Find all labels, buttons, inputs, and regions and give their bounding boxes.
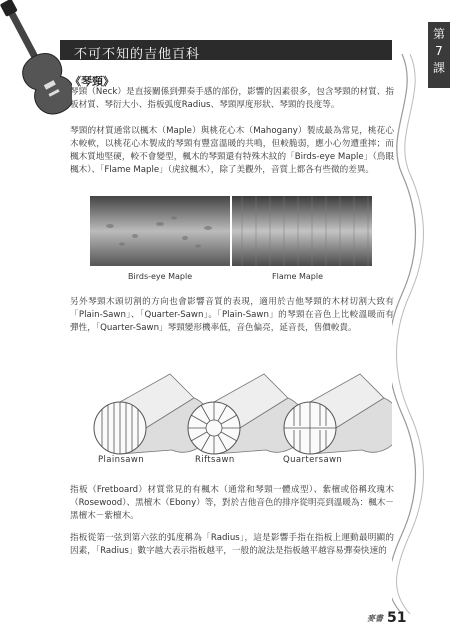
paragraph-materials: 琴頸的材質通常以楓木（Maple）與桃花心木（Mahogany）製成最為常見，桃花心木較軟，以桃花心木製成的琴頸有豐富溫暖的共鳴，但較脆弱，應小心勿遭重摔；而楓木質地堅硬，較不會變型，楓木的琴頸還有特殊木紋的「Birds-eye Maple」（鳥眼楓木）、「Flame Maple」（虎紋楓木），除了美觀外，音質上都各有些微的差異。 <box>70 126 394 175</box>
guitar-illustration <box>0 0 72 120</box>
chapter-tab <box>428 22 450 88</box>
decorative-strings <box>392 54 428 614</box>
page-title: 不可不知的吉他百科 <box>74 47 201 62</box>
paragraph-intro: 琴頸（Neck）是直接關係到彈奏手感的部份，影響的因素很多，包含琴頸的材質、指板材質、琴衍大小、指板弧度Radius、琴頸厚度形狀、琴頸的長度等。 <box>70 87 394 110</box>
flame-maple-photo <box>232 196 372 266</box>
wood-grain-diagram <box>72 368 392 458</box>
birdseye-maple-photo <box>90 196 230 266</box>
chapter-tab-line: 7 <box>435 44 443 58</box>
section-heading: 《琴頸》 <box>70 75 114 88</box>
quartersawn-label: Quartersawn <box>283 455 343 465</box>
page-footer <box>367 610 406 626</box>
chapter-tab-line: 課 <box>432 61 445 75</box>
flame-caption: Flame Maple <box>272 272 324 281</box>
plainsawn-label: Plainsawn <box>98 455 145 465</box>
paragraph-fretboard: 指板（Fretboard）材質常見的有楓木（通常和琴頸一體成型）、紫檀或俗稱玫瑰木（Rosewood）、黑檀木（Ebony）等，對於吉他音色的排序從明亮到溫暖為：楓木－黑檀木－紫檀木。 <box>70 485 394 521</box>
chapter-tab-line: 第 <box>432 27 445 41</box>
birdseye-caption: Birds-eye Maple <box>128 272 193 281</box>
paragraph-radius: 指板從第一弦到第六弦的弧度稱為「Radius」，這是影響手指在指板上運動最明顯的因素，「Radius」數字越大表示指板越平，一般的說法是指板越平越容易彈奏快速的 <box>70 533 394 556</box>
publisher-logo: 麥書 <box>367 613 383 623</box>
riftsawn-label: Riftsawn <box>195 455 235 465</box>
paragraph-sawing: 另外琴頸木頭切割的方向也會影響音質的表現，適用於吉他琴頸的木材切割大致有「Plain-Sawn」、「Quarter-Sawn」。「Plain-Sawn」的琴頸在音色上比較溫暖而有彈性，「Quarter-Sawn」琴頸變形機率低，音色偏亮，延音長，售價較貴。 <box>70 297 394 333</box>
page-number: 51 <box>387 610 407 626</box>
